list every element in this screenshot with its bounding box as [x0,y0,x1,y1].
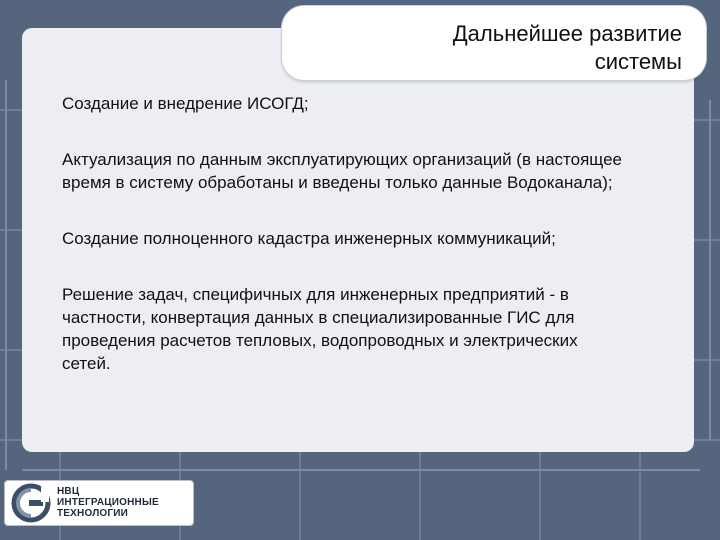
title-box [282,6,706,80]
logo-line-2: ИНТЕГРАЦИОННЫЕ [57,497,159,508]
company-logo [4,480,194,526]
list-item: Актуализация по данным эксплуатирующих организаций (в настоящее время в систему обработаны и введены только данные Водоканала); [62,150,623,192]
slide-title [302,20,682,76]
slide-title-line-1: Дальнейшее развитие [452,21,682,46]
bullet-list [62,92,622,408]
logo-text [57,486,191,519]
logo-line-3: ТЕХНОЛОГИИ [57,508,129,519]
logo-line-1: НВЦ [57,486,80,497]
slide-title-line-2: системы [594,49,682,74]
list-item: Решение задач, специфичных для инженерных предприятий - в частности, конвертация данных в специализированные ГИС для проведения расчетов тепловых, водопроводных и электрических сетей. [62,285,578,373]
logo-emblem-icon [11,483,51,523]
list-item: Создание и внедрение ИСОГД; [62,94,309,113]
list-item: Создание полноценного кадастра инженерных коммуникаций; [62,229,556,248]
